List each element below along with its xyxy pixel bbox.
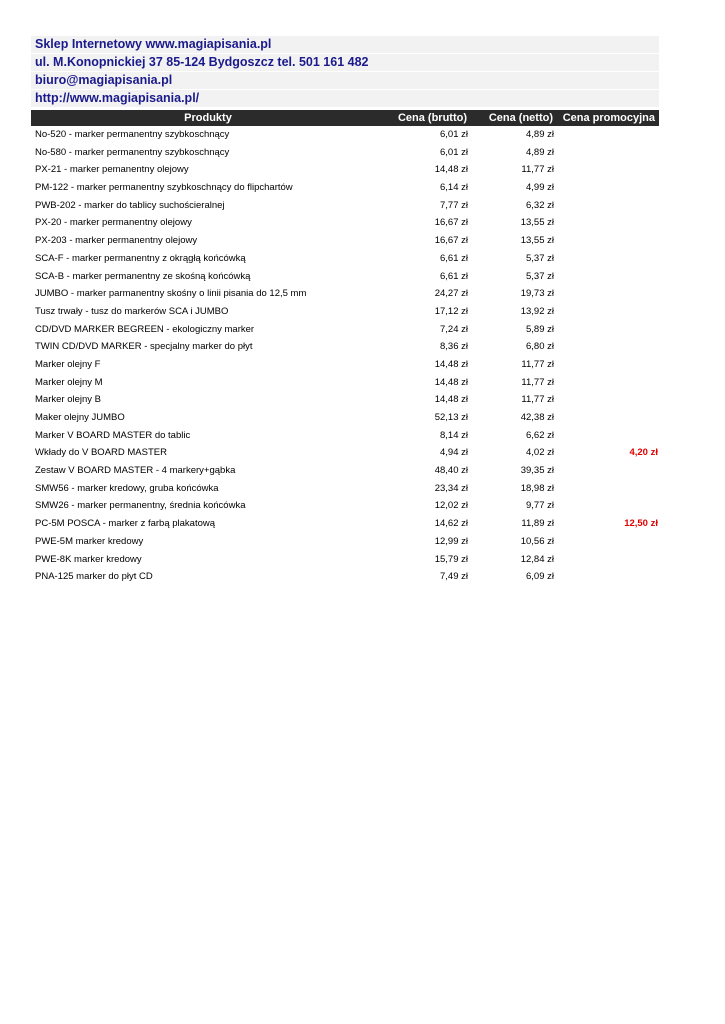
price-net: 39,35 zł	[520, 465, 554, 477]
price-net: 6,09 zł	[526, 571, 554, 583]
price-net: 4,89 zł	[526, 146, 554, 158]
price-gross: 8,36 zł	[440, 341, 468, 353]
price-net: 13,55 zł	[520, 217, 554, 229]
promo-price	[557, 462, 659, 480]
price-gross: 14,48 zł	[434, 376, 468, 388]
table-row	[31, 285, 659, 303]
table-row	[31, 338, 659, 356]
promo-price	[557, 285, 659, 303]
promo-price: 12,50 zł	[624, 518, 658, 530]
product-name: PWB-202 - marker do tablicy suchościeralnej	[35, 199, 225, 211]
price-net: 12,84 zł	[520, 553, 554, 565]
price-gross: 6,61 zł	[440, 270, 468, 282]
promo-price	[557, 303, 659, 321]
price-list-page	[31, 36, 659, 586]
product-name: No-580 - marker permanentny szybkoschnący	[35, 146, 230, 158]
product-name: PX-203 - marker permanentny olejowy	[35, 235, 198, 247]
table-row	[31, 321, 659, 339]
table-row	[31, 268, 659, 286]
shop-name: Sklep Internetowy www.magiapisania.pl	[31, 36, 659, 53]
price-gross: 48,40 zł	[434, 465, 468, 477]
price-gross: 15,79 zł	[434, 553, 468, 565]
product-name: PX-20 - marker permanentny olejowy	[35, 217, 192, 229]
price-net: 5,37 zł	[526, 252, 554, 264]
price-gross: 16,67 zł	[434, 235, 468, 247]
price-gross: 8,14 zł	[440, 429, 468, 441]
promo-price	[557, 374, 659, 392]
table-row	[31, 409, 659, 427]
table-row	[31, 232, 659, 250]
promo-price	[557, 338, 659, 356]
promo-price	[557, 214, 659, 232]
table-row	[31, 533, 659, 551]
price-gross: 6,01 zł	[440, 146, 468, 158]
price-gross: 14,48 zł	[434, 164, 468, 176]
promo-price	[557, 568, 659, 586]
table-row	[31, 214, 659, 232]
price-net: 13,55 zł	[520, 235, 554, 247]
product-name: Marker olejny F	[35, 358, 101, 370]
promo-price	[557, 179, 659, 197]
column-header-price-net: Cena (netto)	[488, 112, 553, 124]
price-net: 11,77 zł	[521, 358, 554, 370]
price-gross: 24,27 zł	[434, 288, 468, 300]
product-name: CD/DVD MARKER BEGREEN - ekologiczny marker	[35, 323, 255, 335]
product-name: SMW26 - marker permanentny, średnia końcówka	[35, 500, 246, 512]
table-row	[31, 551, 659, 569]
table-row	[31, 197, 659, 215]
price-net: 13,92 zł	[520, 305, 554, 317]
price-net: 5,37 zł	[526, 270, 554, 282]
price-gross: 17,12 zł	[434, 305, 468, 317]
price-gross: 23,34 zł	[434, 482, 468, 494]
product-name: Tusz trwały - tusz do markerów SCA i JUMBO	[35, 305, 229, 317]
promo-price	[557, 497, 659, 515]
table-row	[31, 391, 659, 409]
promo-price: 4,20 zł	[629, 447, 658, 459]
product-name: PNA-125 marker do płyt CD	[35, 571, 153, 583]
price-net: 11,89 zł	[521, 518, 554, 530]
product-name: No-520 - marker permanentny szybkoschnący	[35, 129, 230, 140]
table-row	[31, 126, 659, 144]
price-gross: 6,01 zł	[440, 129, 468, 140]
price-net: 18,98 zł	[520, 482, 554, 494]
product-name: PWE-8K marker kredowy	[35, 553, 142, 565]
promo-price	[557, 551, 659, 569]
column-header-products: Produkty	[184, 112, 232, 124]
table-row	[31, 480, 659, 498]
product-name: Marker V BOARD MASTER do tablic	[35, 429, 191, 441]
promo-price	[557, 161, 659, 179]
price-gross: 6,14 zł	[440, 182, 468, 194]
price-gross: 7,24 zł	[440, 323, 468, 335]
promo-price	[557, 268, 659, 286]
price-net: 19,73 zł	[520, 288, 554, 300]
table-row	[31, 303, 659, 321]
promo-price	[557, 427, 659, 445]
price-net: 11,77 zł	[521, 376, 554, 388]
table-row	[31, 161, 659, 179]
shop-address: ul. M.Konopnickiej 37 85-124 Bydgoszcz tel. 501 161 482	[31, 54, 659, 71]
product-name: Zestaw V BOARD MASTER - 4 markery+gąbka	[35, 465, 236, 477]
price-net: 4,02 zł	[526, 447, 554, 459]
table-row	[31, 568, 659, 586]
product-name: PX-21 - marker pemanentny olejowy	[35, 164, 189, 176]
table-row	[31, 515, 659, 533]
price-net: 10,56 zł	[520, 535, 554, 547]
price-gross: 52,13 zł	[434, 412, 468, 423]
table-row	[31, 497, 659, 515]
product-name: Maker olejny JUMBO	[35, 412, 125, 423]
promo-price	[557, 126, 659, 144]
promo-price	[557, 533, 659, 551]
price-gross: 7,49 zł	[440, 571, 468, 583]
price-gross: 16,67 zł	[434, 217, 468, 229]
price-gross: 4,94 zł	[440, 447, 468, 459]
price-net: 4,89 zł	[526, 129, 554, 140]
price-gross: 14,48 zł	[434, 394, 468, 406]
product-name: TWIN CD/DVD MARKER - specjalny marker do płyt	[35, 341, 253, 353]
table-row	[31, 374, 659, 392]
product-name: PM-122 - marker permanentny szybkoschnący do flipchartów	[35, 182, 293, 194]
table-row	[31, 356, 659, 374]
promo-price	[557, 144, 659, 162]
table-row	[31, 427, 659, 445]
promo-price	[557, 356, 659, 374]
column-header-price-gross: Cena (brutto)	[397, 112, 467, 124]
promo-price	[557, 391, 659, 409]
price-gross: 14,62 zł	[434, 518, 468, 530]
product-name: SCA-F - marker permanentny z okrągłą końcówką	[35, 252, 246, 264]
product-name: Marker olejny B	[35, 394, 101, 406]
table-row	[31, 179, 659, 197]
price-gross: 14,48 zł	[434, 358, 468, 370]
price-net: 6,62 zł	[526, 429, 554, 441]
product-name: SCA-B - marker permanentny ze skośną końcówką	[35, 270, 251, 282]
product-name: PC-5M POSCA - marker z farbą plakatową	[35, 518, 216, 530]
price-net: 11,77 zł	[521, 394, 554, 406]
price-net: 11,77 zł	[521, 164, 554, 176]
promo-price	[557, 480, 659, 498]
promo-price	[557, 250, 659, 268]
table-header	[31, 110, 659, 126]
price-gross: 12,99 zł	[434, 535, 468, 547]
price-gross: 7,77 zł	[440, 199, 468, 211]
price-net: 4,99 zł	[526, 182, 554, 194]
product-name: PWE-5M marker kredowy	[35, 535, 144, 547]
price-net: 5,89 zł	[526, 323, 554, 335]
product-name: JUMBO - marker parmanentny skośny o linii pisania do 12,5 mm	[35, 288, 307, 300]
table-row	[31, 444, 659, 462]
promo-price	[557, 321, 659, 339]
product-name: Wkłady do V BOARD MASTER	[35, 447, 167, 459]
table-row	[31, 144, 659, 162]
price-gross: 12,02 zł	[434, 500, 468, 512]
price-net: 6,80 zł	[526, 341, 554, 353]
price-net: 42,38 zł	[520, 412, 554, 423]
table-row	[31, 462, 659, 480]
product-name: Marker olejny M	[35, 376, 103, 388]
shop-email: biuro@magiapisania.pl	[31, 72, 659, 89]
shop-url: http://www.magiapisania.pl/	[31, 90, 659, 107]
price-gross: 6,61 zł	[440, 252, 468, 264]
product-name: SMW56 - marker kredowy, gruba końcówka	[35, 482, 219, 494]
promo-price	[557, 197, 659, 215]
product-table-body	[31, 126, 659, 586]
column-header-promo-price: Cena promocyjna	[562, 112, 655, 124]
promo-price	[557, 409, 659, 427]
price-net: 6,32 zł	[526, 199, 554, 211]
promo-price	[557, 232, 659, 250]
table-row	[31, 250, 659, 268]
price-net: 9,77 zł	[526, 500, 554, 512]
